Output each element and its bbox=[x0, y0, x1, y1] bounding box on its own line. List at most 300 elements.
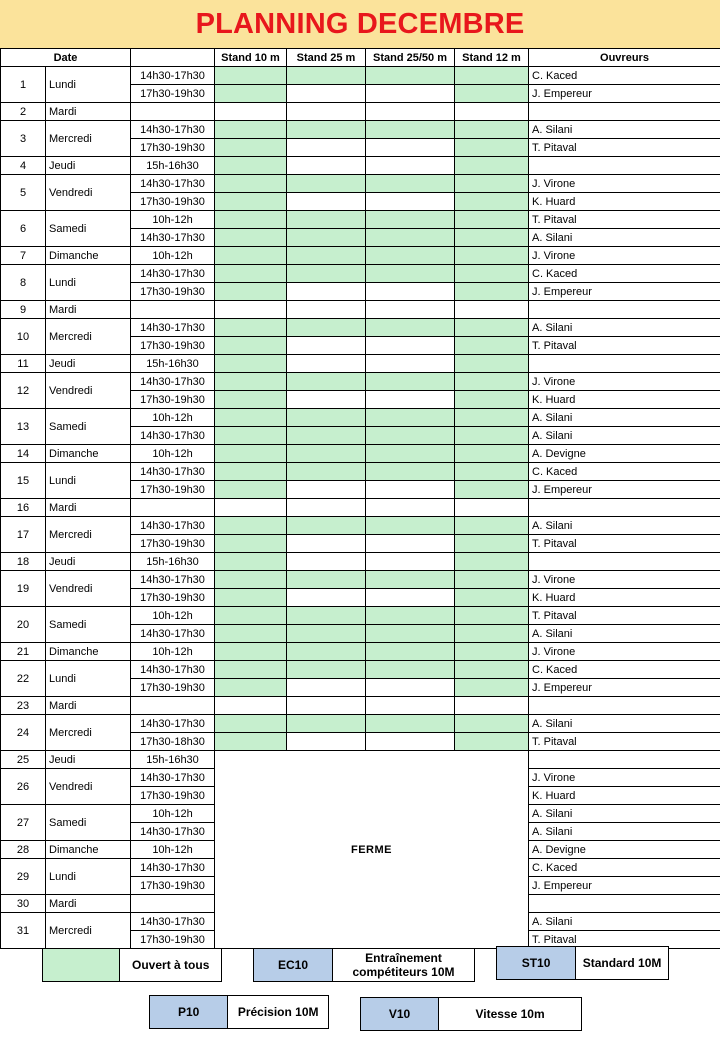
stand-10m-cell bbox=[215, 409, 287, 427]
weekday: Vendredi bbox=[46, 571, 131, 607]
stand-25m-cell bbox=[287, 373, 366, 391]
stand-25-50m-cell bbox=[366, 427, 455, 445]
legend-st10 bbox=[496, 946, 669, 980]
stand-12m-cell bbox=[455, 103, 529, 121]
weekday: Mardi bbox=[46, 103, 131, 121]
header-stand-10m: Stand 10 m bbox=[215, 49, 287, 67]
stand-25-50m-cell bbox=[366, 679, 455, 697]
table-row bbox=[1, 517, 720, 535]
stand-25m-cell bbox=[287, 679, 366, 697]
stand-25m-cell bbox=[287, 301, 366, 319]
stand-10m-cell bbox=[215, 319, 287, 337]
stand-10m-cell bbox=[215, 157, 287, 175]
stand-25m-cell bbox=[287, 535, 366, 553]
day-number: 23 bbox=[1, 697, 46, 715]
stand-12m-cell bbox=[455, 319, 529, 337]
ouvreur-name: J. Virone bbox=[529, 571, 720, 589]
stand-10m-cell bbox=[215, 553, 287, 571]
stand-25m-cell bbox=[287, 121, 366, 139]
stand-10m-cell bbox=[215, 247, 287, 265]
stand-12m-cell bbox=[455, 625, 529, 643]
stand-12m-cell bbox=[455, 571, 529, 589]
time-slot bbox=[131, 499, 215, 517]
weekday: Mardi bbox=[46, 895, 131, 913]
day-number: 16 bbox=[1, 499, 46, 517]
stand-25-50m-cell bbox=[366, 733, 455, 751]
stand-25m-cell bbox=[287, 229, 366, 247]
stand-12m-cell bbox=[455, 445, 529, 463]
table-row bbox=[1, 715, 720, 733]
time-slot: 10h-12h bbox=[131, 409, 215, 427]
stand-10m-cell bbox=[215, 337, 287, 355]
ouvreur-name: K. Huard bbox=[529, 787, 720, 805]
stand-12m-cell bbox=[455, 121, 529, 139]
legend-swatch: EC10 bbox=[254, 949, 333, 981]
weekday: Mardi bbox=[46, 697, 131, 715]
stand-12m-cell bbox=[455, 229, 529, 247]
stand-25m-cell bbox=[287, 337, 366, 355]
planning-table bbox=[0, 48, 720, 949]
table-row bbox=[1, 301, 720, 319]
time-slot: 17h30-19h30 bbox=[131, 679, 215, 697]
ouvreur-name: C. Kaced bbox=[529, 265, 720, 283]
ouvreur-name: A. Devigne bbox=[529, 445, 720, 463]
time-slot: 17h30-19h30 bbox=[131, 589, 215, 607]
time-slot: 14h30-17h30 bbox=[131, 517, 215, 535]
ouvreur-name: C. Kaced bbox=[529, 661, 720, 679]
legend-swatch bbox=[43, 949, 120, 981]
time-slot: 10h-12h bbox=[131, 607, 215, 625]
stand-25-50m-cell bbox=[366, 229, 455, 247]
stand-12m-cell bbox=[455, 661, 529, 679]
stand-12m-cell bbox=[455, 481, 529, 499]
time-slot: 14h30-17h30 bbox=[131, 823, 215, 841]
ouvreur-name: A. Silani bbox=[529, 823, 720, 841]
legend-ec10 bbox=[253, 948, 475, 982]
ouvreur-name bbox=[529, 103, 720, 121]
stand-25-50m-cell bbox=[366, 625, 455, 643]
stand-12m-cell bbox=[455, 517, 529, 535]
legend-label: Précision 10M bbox=[237, 1005, 319, 1019]
day-number: 27 bbox=[1, 805, 46, 841]
stand-12m-cell bbox=[455, 409, 529, 427]
stand-10m-cell bbox=[215, 355, 287, 373]
stand-12m-cell bbox=[455, 535, 529, 553]
stand-25-50m-cell bbox=[366, 409, 455, 427]
time-slot: 17h30-19h30 bbox=[131, 337, 215, 355]
legend-label: Vitesse 10m bbox=[475, 1007, 545, 1021]
day-number: 14 bbox=[1, 445, 46, 463]
time-slot: 10h-12h bbox=[131, 211, 215, 229]
time-slot: 17h30-19h30 bbox=[131, 283, 215, 301]
stand-25-50m-cell bbox=[366, 121, 455, 139]
ouvreur-name: C. Kaced bbox=[529, 463, 720, 481]
stand-12m-cell bbox=[455, 139, 529, 157]
stand-10m-cell bbox=[215, 373, 287, 391]
time-slot: 14h30-17h30 bbox=[131, 229, 215, 247]
ouvreur-name: J. Virone bbox=[529, 769, 720, 787]
time-slot: 15h-16h30 bbox=[131, 553, 215, 571]
stand-10m-cell bbox=[215, 175, 287, 193]
stand-25-50m-cell bbox=[366, 697, 455, 715]
legend-open-all bbox=[42, 948, 222, 982]
weekday: Lundi bbox=[46, 463, 131, 499]
stand-25m-cell bbox=[287, 463, 366, 481]
title-bar bbox=[0, 0, 720, 48]
stand-10m-cell bbox=[215, 733, 287, 751]
stand-25m-cell bbox=[287, 499, 366, 517]
ouvreur-name: T. Pitaval bbox=[529, 211, 720, 229]
time-slot: 17h30-19h30 bbox=[131, 85, 215, 103]
stand-10m-cell bbox=[215, 661, 287, 679]
time-slot: 17h30-19h30 bbox=[131, 193, 215, 211]
stand-25m-cell bbox=[287, 319, 366, 337]
time-slot: 14h30-17h30 bbox=[131, 769, 215, 787]
stand-12m-cell bbox=[455, 427, 529, 445]
ouvreur-name bbox=[529, 697, 720, 715]
time-slot bbox=[131, 103, 215, 121]
stand-12m-cell bbox=[455, 301, 529, 319]
stand-25-50m-cell bbox=[366, 553, 455, 571]
stand-12m-cell bbox=[455, 553, 529, 571]
stand-25-50m-cell bbox=[366, 301, 455, 319]
stand-10m-cell bbox=[215, 517, 287, 535]
ouvreur-name: J. Empereur bbox=[529, 481, 720, 499]
table-row bbox=[1, 103, 720, 121]
stand-25-50m-cell bbox=[366, 391, 455, 409]
time-slot: 14h30-17h30 bbox=[131, 661, 215, 679]
stand-10m-cell bbox=[215, 193, 287, 211]
weekday: Mercredi bbox=[46, 913, 131, 949]
stand-25-50m-cell bbox=[366, 355, 455, 373]
stand-25-50m-cell bbox=[366, 337, 455, 355]
table-row bbox=[1, 607, 720, 625]
time-slot: 14h30-17h30 bbox=[131, 67, 215, 85]
ouvreur-name: T. Pitaval bbox=[529, 931, 720, 949]
ouvreur-name bbox=[529, 553, 720, 571]
stand-10m-cell bbox=[215, 535, 287, 553]
ouvreur-name bbox=[529, 751, 720, 769]
stand-10m-cell bbox=[215, 499, 287, 517]
day-number: 6 bbox=[1, 211, 46, 247]
stand-10m-cell bbox=[215, 121, 287, 139]
stand-25m-cell bbox=[287, 445, 366, 463]
ouvreur-name bbox=[529, 301, 720, 319]
stand-25-50m-cell bbox=[366, 499, 455, 517]
time-slot: 10h-12h bbox=[131, 445, 215, 463]
weekday: Samedi bbox=[46, 211, 131, 247]
time-slot: 17h30-19h30 bbox=[131, 481, 215, 499]
ouvreur-name: K. Huard bbox=[529, 391, 720, 409]
weekday: Mercredi bbox=[46, 319, 131, 355]
stand-25-50m-cell bbox=[366, 571, 455, 589]
day-number: 13 bbox=[1, 409, 46, 445]
stand-25-50m-cell bbox=[366, 373, 455, 391]
stand-12m-cell bbox=[455, 247, 529, 265]
weekday: Vendredi bbox=[46, 373, 131, 409]
stand-25m-cell bbox=[287, 607, 366, 625]
stand-12m-cell bbox=[455, 733, 529, 751]
time-slot bbox=[131, 895, 215, 913]
ouvreur-name: A. Silani bbox=[529, 913, 720, 931]
table-row bbox=[1, 373, 720, 391]
table-row bbox=[1, 643, 720, 661]
weekday: Dimanche bbox=[46, 643, 131, 661]
stand-12m-cell bbox=[455, 157, 529, 175]
ouvreur-name: A. Silani bbox=[529, 517, 720, 535]
stand-25-50m-cell bbox=[366, 607, 455, 625]
day-number: 18 bbox=[1, 553, 46, 571]
table-row bbox=[1, 157, 720, 175]
stand-10m-cell bbox=[215, 445, 287, 463]
day-number: 1 bbox=[1, 67, 46, 103]
weekday: Samedi bbox=[46, 607, 131, 643]
stand-25m-cell bbox=[287, 265, 366, 283]
table-row bbox=[1, 697, 720, 715]
weekday: Vendredi bbox=[46, 175, 131, 211]
stand-25m-cell bbox=[287, 481, 366, 499]
stand-25-50m-cell bbox=[366, 265, 455, 283]
time-slot: 14h30-17h30 bbox=[131, 265, 215, 283]
stand-25m-cell bbox=[287, 427, 366, 445]
stand-10m-cell bbox=[215, 301, 287, 319]
day-number: 26 bbox=[1, 769, 46, 805]
time-slot: 17h30-19h30 bbox=[131, 535, 215, 553]
time-slot: 10h-12h bbox=[131, 643, 215, 661]
time-slot: 10h-12h bbox=[131, 841, 215, 859]
stand-25-50m-cell bbox=[366, 193, 455, 211]
weekday: Dimanche bbox=[46, 445, 131, 463]
weekday: Lundi bbox=[46, 67, 131, 103]
table-row bbox=[1, 751, 720, 769]
stand-25m-cell bbox=[287, 409, 366, 427]
table-row bbox=[1, 409, 720, 427]
ouvreur-name: A. Silani bbox=[529, 805, 720, 823]
stand-12m-cell bbox=[455, 463, 529, 481]
stand-10m-cell bbox=[215, 571, 287, 589]
table-row bbox=[1, 265, 720, 283]
table-row bbox=[1, 211, 720, 229]
stand-25-50m-cell bbox=[366, 85, 455, 103]
stand-25m-cell bbox=[287, 643, 366, 661]
stand-25m-cell bbox=[287, 697, 366, 715]
weekday: Jeudi bbox=[46, 355, 131, 373]
stand-12m-cell bbox=[455, 283, 529, 301]
stand-25-50m-cell bbox=[366, 319, 455, 337]
stand-25m-cell bbox=[287, 589, 366, 607]
ouvreur-name: K. Huard bbox=[529, 589, 720, 607]
stand-10m-cell bbox=[215, 391, 287, 409]
stand-12m-cell bbox=[455, 175, 529, 193]
stand-25m-cell bbox=[287, 157, 366, 175]
legend-label: Standard 10M bbox=[582, 956, 662, 970]
ouvreur-name: T. Pitaval bbox=[529, 607, 720, 625]
stand-12m-cell bbox=[455, 715, 529, 733]
table-row bbox=[1, 319, 720, 337]
time-slot: 14h30-17h30 bbox=[131, 715, 215, 733]
stand-25-50m-cell bbox=[366, 463, 455, 481]
ouvreur-name: A. Silani bbox=[529, 409, 720, 427]
time-slot: 15h-16h30 bbox=[131, 355, 215, 373]
weekday: Lundi bbox=[46, 265, 131, 301]
weekday: Jeudi bbox=[46, 553, 131, 571]
stand-10m-cell bbox=[215, 229, 287, 247]
ouvreur-name: A. Silani bbox=[529, 121, 720, 139]
legend-p10 bbox=[149, 995, 329, 1029]
stand-25-50m-cell bbox=[366, 481, 455, 499]
stand-12m-cell bbox=[455, 643, 529, 661]
stand-10m-cell bbox=[215, 103, 287, 121]
ouvreur-name bbox=[529, 895, 720, 913]
stand-12m-cell bbox=[455, 391, 529, 409]
day-number: 30 bbox=[1, 895, 46, 913]
ouvreur-name bbox=[529, 499, 720, 517]
time-slot bbox=[131, 697, 215, 715]
time-slot: 17h30-19h30 bbox=[131, 931, 215, 949]
time-slot: 14h30-17h30 bbox=[131, 319, 215, 337]
stand-10m-cell bbox=[215, 283, 287, 301]
time-slot: 17h30-19h30 bbox=[131, 391, 215, 409]
day-number: 15 bbox=[1, 463, 46, 499]
time-slot: 14h30-17h30 bbox=[131, 571, 215, 589]
stand-12m-cell bbox=[455, 679, 529, 697]
stand-10m-cell bbox=[215, 625, 287, 643]
stand-10m-cell bbox=[215, 427, 287, 445]
header-stand-25m: Stand 25 m bbox=[287, 49, 366, 67]
stand-25m-cell bbox=[287, 355, 366, 373]
ouvreur-name: A. Silani bbox=[529, 229, 720, 247]
ouvreur-name: T. Pitaval bbox=[529, 733, 720, 751]
stand-25m-cell bbox=[287, 517, 366, 535]
stand-25m-cell bbox=[287, 139, 366, 157]
stand-25-50m-cell bbox=[366, 283, 455, 301]
time-slot: 15h-16h30 bbox=[131, 157, 215, 175]
stand-12m-cell bbox=[455, 607, 529, 625]
weekday: Lundi bbox=[46, 859, 131, 895]
stand-25-50m-cell bbox=[366, 445, 455, 463]
stand-25-50m-cell bbox=[366, 247, 455, 265]
time-slot: 17h30-19h30 bbox=[131, 139, 215, 157]
stand-25-50m-cell bbox=[366, 535, 455, 553]
stand-12m-cell bbox=[455, 85, 529, 103]
stand-12m-cell bbox=[455, 265, 529, 283]
closed-label: FERME bbox=[215, 751, 529, 949]
table-row bbox=[1, 571, 720, 589]
stand-12m-cell bbox=[455, 499, 529, 517]
day-number: 12 bbox=[1, 373, 46, 409]
stand-25-50m-cell bbox=[366, 67, 455, 85]
stand-10m-cell bbox=[215, 607, 287, 625]
ouvreur-name: K. Huard bbox=[529, 193, 720, 211]
stand-25-50m-cell bbox=[366, 661, 455, 679]
table-row bbox=[1, 67, 720, 85]
time-slot: 17h30-19h30 bbox=[131, 877, 215, 895]
stand-25-50m-cell bbox=[366, 103, 455, 121]
ouvreur-name: C. Kaced bbox=[529, 67, 720, 85]
stand-25m-cell bbox=[287, 553, 366, 571]
page-title: PLANNING DECEMBRE bbox=[195, 8, 525, 40]
stand-25m-cell bbox=[287, 391, 366, 409]
weekday: Mardi bbox=[46, 499, 131, 517]
table-row bbox=[1, 463, 720, 481]
table-row bbox=[1, 499, 720, 517]
time-slot: 14h30-17h30 bbox=[131, 427, 215, 445]
ouvreur-name: J. Virone bbox=[529, 247, 720, 265]
stand-25m-cell bbox=[287, 661, 366, 679]
time-slot: 14h30-17h30 bbox=[131, 463, 215, 481]
stand-25m-cell bbox=[287, 625, 366, 643]
stand-25m-cell bbox=[287, 85, 366, 103]
ouvreur-name: A. Silani bbox=[529, 715, 720, 733]
weekday: Mardi bbox=[46, 301, 131, 319]
legend-swatch: P10 bbox=[150, 996, 228, 1028]
legend-v10 bbox=[360, 997, 582, 1031]
stand-25-50m-cell bbox=[366, 139, 455, 157]
stand-25-50m-cell bbox=[366, 211, 455, 229]
stand-25-50m-cell bbox=[366, 157, 455, 175]
weekday: Samedi bbox=[46, 805, 131, 841]
stand-12m-cell bbox=[455, 193, 529, 211]
header-date: Date bbox=[1, 49, 131, 67]
stand-10m-cell bbox=[215, 463, 287, 481]
ouvreur-name: J. Empereur bbox=[529, 283, 720, 301]
weekday: Vendredi bbox=[46, 769, 131, 805]
stand-10m-cell bbox=[215, 85, 287, 103]
weekday: Mercredi bbox=[46, 715, 131, 751]
stand-10m-cell bbox=[215, 265, 287, 283]
stand-25-50m-cell bbox=[366, 715, 455, 733]
day-number: 24 bbox=[1, 715, 46, 751]
stand-10m-cell bbox=[215, 679, 287, 697]
day-number: 22 bbox=[1, 661, 46, 697]
day-number: 2 bbox=[1, 103, 46, 121]
day-number: 20 bbox=[1, 607, 46, 643]
stand-10m-cell bbox=[215, 211, 287, 229]
stand-10m-cell bbox=[215, 67, 287, 85]
stand-12m-cell bbox=[455, 373, 529, 391]
time-slot: 14h30-17h30 bbox=[131, 121, 215, 139]
time-slot: 14h30-17h30 bbox=[131, 373, 215, 391]
time-slot: 17h30-18h30 bbox=[131, 733, 215, 751]
weekday: Mercredi bbox=[46, 121, 131, 157]
time-slot: 10h-12h bbox=[131, 805, 215, 823]
stand-25m-cell bbox=[287, 193, 366, 211]
ouvreur-name bbox=[529, 157, 720, 175]
legend-label: Entraînement compétiteurs 10M bbox=[352, 951, 455, 979]
ouvreur-name: A. Silani bbox=[529, 625, 720, 643]
stand-12m-cell bbox=[455, 67, 529, 85]
day-number: 10 bbox=[1, 319, 46, 355]
time-slot: 14h30-17h30 bbox=[131, 175, 215, 193]
ouvreur-name: T. Pitaval bbox=[529, 139, 720, 157]
weekday: Dimanche bbox=[46, 841, 131, 859]
legend-swatch: V10 bbox=[361, 998, 439, 1030]
ouvreur-name: A. Silani bbox=[529, 427, 720, 445]
stand-25m-cell bbox=[287, 571, 366, 589]
stand-12m-cell bbox=[455, 211, 529, 229]
weekday: Mercredi bbox=[46, 517, 131, 553]
day-number: 19 bbox=[1, 571, 46, 607]
stand-10m-cell bbox=[215, 697, 287, 715]
weekday: Lundi bbox=[46, 661, 131, 697]
ouvreur-name bbox=[529, 355, 720, 373]
ouvreur-name: A. Silani bbox=[529, 319, 720, 337]
table-row bbox=[1, 553, 720, 571]
stand-12m-cell bbox=[455, 337, 529, 355]
stand-10m-cell bbox=[215, 139, 287, 157]
ouvreur-name: J. Empereur bbox=[529, 877, 720, 895]
weekday: Jeudi bbox=[46, 157, 131, 175]
